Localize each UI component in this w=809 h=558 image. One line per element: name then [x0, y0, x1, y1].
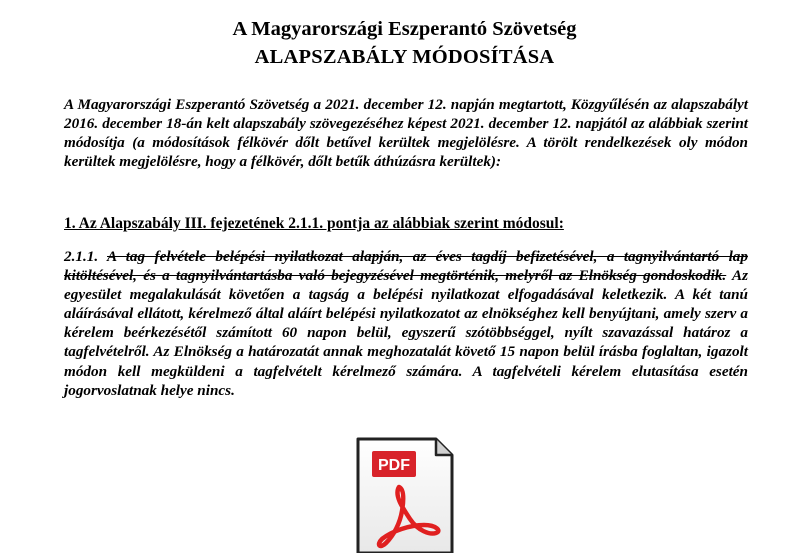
clause-paragraph: [64, 247, 748, 400]
pdf-download-link[interactable]: [352, 435, 456, 553]
section-heading: 1. Az Alapszabály III. fejezetének 2.1.1. pontja az alábbiak szerint módosul:: [64, 215, 564, 232]
pdf-file-icon: [352, 435, 456, 553]
pdf-badge-label: PDF: [378, 457, 410, 474]
new-text: Az egyesület megalakulását követően a tagság a belépési nyilatkozat elfogadásával keletkezik. A két tanú aláírásával ellátott, kérelmező által aláírt belépési nyilatkozatot az elnökséghez kell benyújtani, amely szerv a kérelem beérkezésétől számított 60 napon belül, egyszerű szótöbbséggel, nyílt szavazással határoz a tagfelvételről. Az Elnökség a határozatát annak meghozatalát követő 15 napon belül írásba foglaltan, igazolt módon kell megküldeni a tagfelvételt kérelmező számára. A tagfelvételi kérelem elutasítása esetén jogorvoslatnak helye nincs.: [64, 267, 748, 399]
intro-paragraph: A Magyarországi Eszperantó Szövetség a 2021. december 12. napján megtartott, Közgyűlésén az alapszabályt 2016. december 18-án kelt alapszabály szövegezéséhez képest 2021. december 12. napjától az alábbiak szerint módosítja (a módosítások félkövér dőlt betűvel kerültek megjelölésre. A törölt rendelkezések oly módon kerültek megjelölésre, hogy a félkövér, dőlt betűk áthúzásra kerültek):: [64, 96, 748, 171]
deleted-text: A tag felvétele belépési nyilatkozat alapján, az éves tagdíj befizetésével, a tagnyilvántartó lap kitöltésével, és a tagnyilvántartásba való bejegyzésével megtörténik, melyről az Elnökség gondoskodik.: [64, 248, 748, 285]
document-title: A Magyarországi Eszperantó Szövetség: [232, 18, 577, 40]
clause-number: 2.1.1.: [64, 248, 99, 265]
document-subtitle: ALAPSZABÁLY MÓDOSÍTÁSA: [254, 46, 555, 68]
